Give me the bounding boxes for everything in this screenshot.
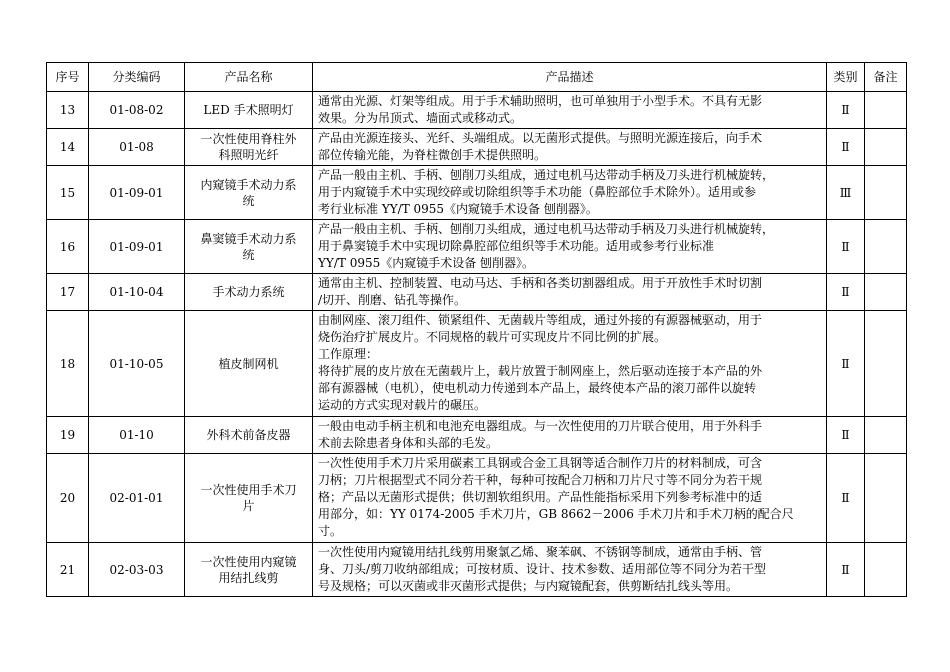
cell-product-name: 鼻窦镜手术动力系 统 bbox=[185, 220, 313, 274]
cell-class: Ⅱ bbox=[827, 92, 865, 129]
cell-remarks bbox=[865, 166, 907, 220]
cell-serial-number: 16 bbox=[47, 220, 89, 274]
cell-product-description: 通常由主机、控制装置、电动马达、手柄和各类切割器组成。用于开放性手术时切割 /切开、削磨、钻孔等操作。 bbox=[313, 274, 827, 311]
table-row bbox=[47, 220, 907, 274]
cell-serial-number: 14 bbox=[47, 129, 89, 166]
cell-serial-number: 13 bbox=[47, 92, 89, 129]
cell-product-name: 外科术前备皮器 bbox=[185, 417, 313, 454]
cell-serial-number: 20 bbox=[47, 454, 89, 543]
cell-category-code: 01-09-01 bbox=[89, 220, 185, 274]
cell-product-name: LED 手术照明灯 bbox=[185, 92, 313, 129]
header-product-name: 产品名称 bbox=[185, 63, 313, 92]
cell-category-code: 01-08 bbox=[89, 129, 185, 166]
table-row bbox=[47, 454, 907, 543]
cell-class: Ⅲ bbox=[827, 166, 865, 220]
cell-category-code: 01-10 bbox=[89, 417, 185, 454]
cell-product-description: 产品一般由主机、手柄、刨削刀头组成，通过电机马达带动手柄及刀头进行机械旋转， 用于鼻窦镜手术中实现切除鼻腔部位组织等手术功能。适用或参考行业标准 YY/T 0955《内窥镜手术设备 刨削器》。 bbox=[313, 220, 827, 274]
cell-serial-number: 18 bbox=[47, 311, 89, 417]
cell-serial-number: 19 bbox=[47, 417, 89, 454]
cell-product-description: 通常由光源、灯架等组成。用于手术辅助照明，也可单独用于小型手术。不具有无影 效果。分为吊顶式、墙面式或移动式。 bbox=[313, 92, 827, 129]
table-row bbox=[47, 129, 907, 166]
table-row bbox=[47, 543, 907, 597]
cell-category-code: 02-01-01 bbox=[89, 454, 185, 543]
cell-class: Ⅱ bbox=[827, 311, 865, 417]
cell-category-code: 01-10-04 bbox=[89, 274, 185, 311]
table-row bbox=[47, 417, 907, 454]
table-header-row bbox=[47, 63, 907, 92]
cell-product-name: 一次性使用手术刀 片 bbox=[185, 454, 313, 543]
table-row bbox=[47, 311, 907, 417]
cell-product-description: 一次性使用手术刀片采用碳素工具钢或合金工具钢等适合制作刀片的材料制成，可含 刀柄；刀片根据型式不同分若干种，每种可按配合刀柄和刀片尺寸等不同分为若干规 格；产品以无菌形式提供；供切割软组织用。产品性能指标采用下列参考标准中的适 用部分，如：YY 0174-2005 手术刀片，GB 8662－2006 手术刀片和手术刀柄的配合尺 寸。 bbox=[313, 454, 827, 543]
cell-class: Ⅱ bbox=[827, 129, 865, 166]
cell-product-description: 由制网座、滚刀组件、锁紧组件、无菌载片等组成，通过外接的有源器械驱动，用于 烧伤治疗扩展皮片。不同规格的载片可实现皮片不同比例的扩展。 工作原理： 将待扩展的皮片放在无菌载片上，载片放置于制网座上，然后驱动连接于本产品的外 部有源器械（电机），使电机动力传递到本产品上，最终使本产品的滚刀部件以旋转 运动的方式实现对载片的碾压。 bbox=[313, 311, 827, 417]
cell-class: Ⅱ bbox=[827, 274, 865, 311]
cell-category-code: 01-08-02 bbox=[89, 92, 185, 129]
cell-product-description: 一般由电动手柄主机和电池充电器组成。与一次性使用的刀片联合使用，用于外科手 术前去除患者身体和头部的毛发。 bbox=[313, 417, 827, 454]
cell-category-code: 01-10-05 bbox=[89, 311, 185, 417]
cell-serial-number: 15 bbox=[47, 166, 89, 220]
header-product-description: 产品描述 bbox=[313, 63, 827, 92]
cell-serial-number: 21 bbox=[47, 543, 89, 597]
cell-remarks bbox=[865, 454, 907, 543]
cell-category-code: 02-03-03 bbox=[89, 543, 185, 597]
cell-class: Ⅱ bbox=[827, 220, 865, 274]
cell-product-description: 一次性使用内窥镜用结扎线剪用聚氯乙烯、聚苯砜、不锈钢等制成，通常由手柄、管 身、刀头/剪刀收纳部组成；可按材质、设计、技术参数、适用部位等不同分为若干型 号及规格；可以灭菌或非灭菌形式提供；与内窥镜配套，供剪断结扎线头等用。 bbox=[313, 543, 827, 597]
cell-class: Ⅱ bbox=[827, 543, 865, 597]
cell-remarks bbox=[865, 543, 907, 597]
table-row bbox=[47, 92, 907, 129]
cell-remarks bbox=[865, 274, 907, 311]
cell-product-name: 一次性使用脊柱外 科照明光纤 bbox=[185, 129, 313, 166]
cell-remarks bbox=[865, 417, 907, 454]
product-classification-table bbox=[46, 62, 907, 597]
cell-product-description: 产品一般由主机、手柄、刨削刀头组成，通过电机马达带动手柄及刀头进行机械旋转， 用于内窥镜手术中实现绞碎或切除组织等手术功能（鼻腔部位手术除外）。适用或参 考行业标准 YY/T 0955《内窥镜手术设备 刨削器》。 bbox=[313, 166, 827, 220]
header-category-code: 分类编码 bbox=[89, 63, 185, 92]
cell-remarks bbox=[865, 220, 907, 274]
header-serial-number: 序号 bbox=[47, 63, 89, 92]
cell-class: Ⅱ bbox=[827, 417, 865, 454]
cell-remarks bbox=[865, 129, 907, 166]
cell-product-name: 手术动力系统 bbox=[185, 274, 313, 311]
table-row bbox=[47, 166, 907, 220]
cell-class: Ⅱ bbox=[827, 454, 865, 543]
cell-remarks bbox=[865, 92, 907, 129]
cell-product-name: 植皮制网机 bbox=[185, 311, 313, 417]
cell-category-code: 01-09-01 bbox=[89, 166, 185, 220]
cell-product-name: 内窥镜手术动力系 统 bbox=[185, 166, 313, 220]
cell-product-description: 产品由光源连接头、光纤、头端组成。以无菌形式提供。与照明光源连接后，向手术 部位传输光能，为脊柱微创手术提供照明。 bbox=[313, 129, 827, 166]
cell-serial-number: 17 bbox=[47, 274, 89, 311]
table-row bbox=[47, 274, 907, 311]
cell-remarks bbox=[865, 311, 907, 417]
cell-product-name: 一次性使用内窥镜 用结扎线剪 bbox=[185, 543, 313, 597]
header-remarks: 备注 bbox=[865, 63, 907, 92]
header-class: 类别 bbox=[827, 63, 865, 92]
